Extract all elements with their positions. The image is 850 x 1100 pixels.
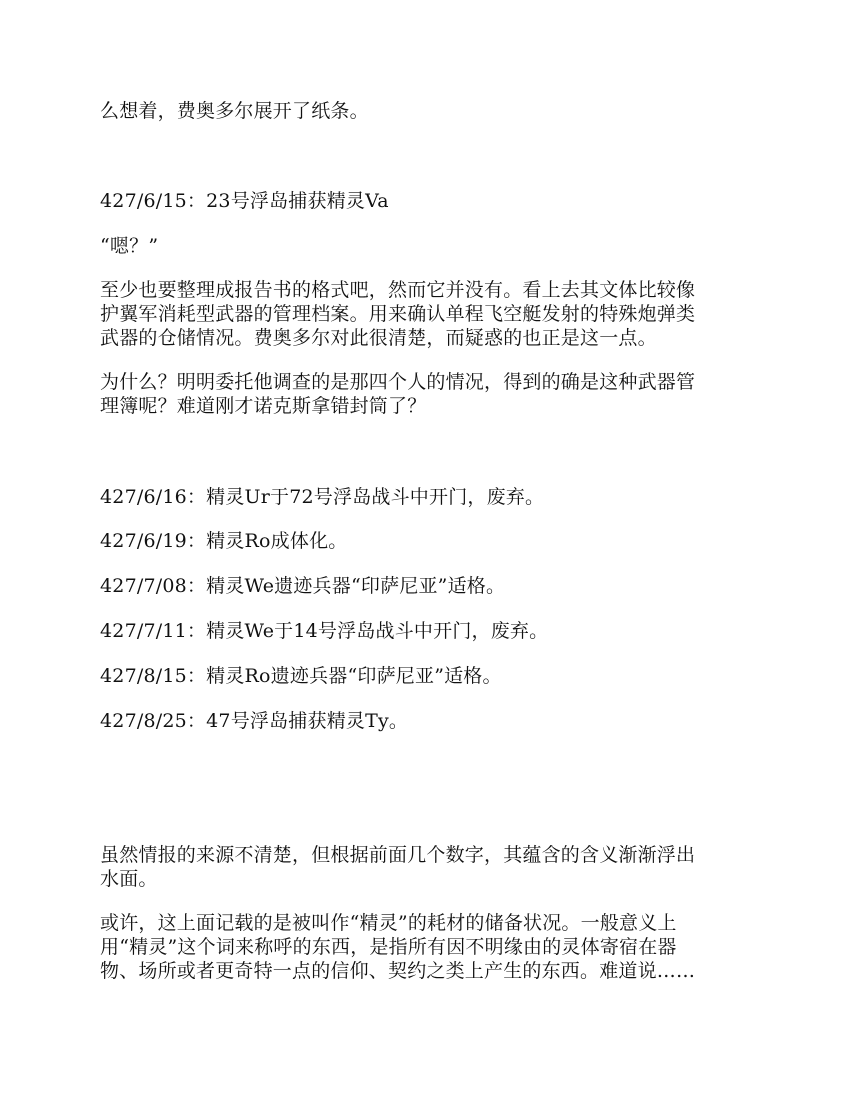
paragraph-13: [100, 911, 750, 983]
log-entry-3: [100, 529, 750, 553]
text-line: 护翼军消耗型武器的管理档案。用来确认单程飞空艇发射的特殊炮弹类: [100, 303, 696, 325]
text-line: 427/8/25：47号浮岛捕获精灵Ty。: [100, 710, 409, 732]
text-line: 水面。: [100, 868, 158, 890]
text-line: 虽然情报的来源不清楚，但根据前面几个数字，其蕴含的含义渐渐浮出: [100, 844, 696, 866]
text-line: “嗯？”: [100, 235, 159, 257]
log-entry-5: [100, 619, 750, 643]
text-line: 427/7/11：精灵We于14号浮岛战斗中开门，废弃。: [100, 620, 549, 642]
text-line: 427/8/15：精灵Ro遗迹兵器“印萨尼亚”适格。: [100, 665, 502, 687]
log-entry-4: [100, 574, 750, 598]
paragraph-5: [100, 370, 750, 418]
text-line: 或许，这上面记载的是被叫作“精灵”的耗材的储备状况。一般意义上: [100, 912, 677, 934]
log-entry-6: [100, 664, 750, 688]
text-line: 至少也要整理成报告书的格式吧，然而它并没有。看上去其文体比较像: [100, 279, 696, 301]
text-line: 427/6/15：23号浮岛捕获精灵Va: [100, 190, 389, 212]
log-entry-2: [100, 485, 750, 509]
text-line: 物、场所或者更奇特一点的信仰、契约之类上产生的东西。难道说……: [100, 960, 696, 982]
text-line: 427/6/19：精灵Ro成体化。: [100, 530, 348, 552]
text-line: 武器的仓储情况。费奥多尔对此很清楚，而疑惑的也正是这一点。: [100, 327, 657, 349]
text-line: 为什么？明明委托他调查的是那四个人的情况，得到的确是这种武器管: [100, 371, 696, 393]
log-entry-7: [100, 709, 750, 733]
text-line: 用“精灵”这个词来称呼的东西，是指所有因不明缘由的灵体寄宿在器: [100, 936, 677, 958]
paragraph-4: [100, 278, 750, 350]
paragraph-12: [100, 843, 750, 891]
text-line: 427/7/08：精灵We遗迹兵器“印萨尼亚”适格。: [100, 575, 506, 597]
text-line: 么想着，费奥多尔展开了纸条。: [100, 100, 369, 122]
text-line: 理簿呢？难道刚才诺克斯拿错封筒了？: [100, 395, 427, 417]
text-line: 427/6/16：精灵Ur于72号浮岛战斗中开门，废弃。: [100, 486, 545, 508]
paragraph-dialogue: [100, 234, 750, 258]
paragraph-1: [100, 99, 750, 123]
log-entry-1: [100, 189, 750, 213]
